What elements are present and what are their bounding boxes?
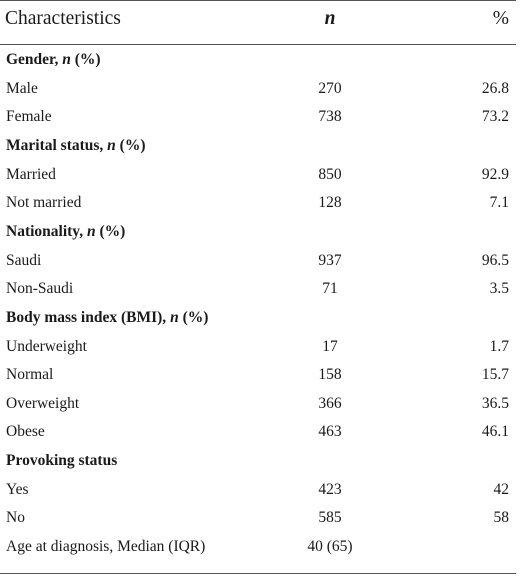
row-label: Married <box>6 165 56 183</box>
row-n-value: 585 <box>318 509 342 527</box>
table-row <box>0 366 516 395</box>
row-n-value: 850 <box>318 165 342 183</box>
section-title-main: Gender, <box>6 51 63 68</box>
row-label: Normal <box>6 366 54 384</box>
section-header-row <box>0 223 516 252</box>
row-label: Overweight <box>6 394 80 412</box>
table-row <box>0 108 516 137</box>
row-percent-value: 73.2 <box>481 108 509 126</box>
row-percent-value: 92.9 <box>481 165 509 183</box>
row-label: Underweight <box>6 337 87 355</box>
row-percent-value: 36.5 <box>481 394 509 412</box>
section-title-italic: n <box>62 51 71 68</box>
section-title-tail: (%) <box>178 308 209 326</box>
table-row <box>0 166 516 195</box>
header-percent: % <box>492 8 509 29</box>
row-label: Yes <box>6 480 29 498</box>
section-title-main: Nationality, <box>6 222 87 240</box>
table-header-rule <box>0 44 516 45</box>
row-label: Female <box>6 108 52 126</box>
row-label: Saudi <box>6 251 42 269</box>
row-percent-value: 42 <box>493 480 509 498</box>
row-percent-value: 1.7 <box>489 337 509 355</box>
row-n-value: 738 <box>318 108 342 126</box>
table-row <box>0 395 516 424</box>
row-n-value: 17 <box>322 337 338 355</box>
row-percent-value: 58 <box>493 509 509 527</box>
table-row <box>0 194 516 223</box>
section-title-italic: n <box>170 308 179 326</box>
row-n-value: 71 <box>322 280 338 298</box>
section-title-main: Body mass index (BMI), <box>6 308 171 326</box>
section-title <box>6 452 117 470</box>
section-title-main: Marital status, <box>6 136 108 154</box>
table-row <box>0 80 516 109</box>
section-title-tail: (%) <box>95 222 126 240</box>
table-row <box>0 423 516 452</box>
row-percent-value: 7.1 <box>489 194 509 212</box>
table-bottom-rule <box>0 573 516 574</box>
section-title <box>6 223 125 241</box>
row-label: Male <box>6 79 38 97</box>
section-title-main: Provoking status <box>6 452 118 470</box>
row-n-value: 366 <box>318 394 342 412</box>
row-label: No <box>6 509 25 527</box>
table-row <box>0 538 516 567</box>
section-title <box>6 309 208 327</box>
row-n-value: 937 <box>318 251 342 269</box>
row-percent-value: 96.5 <box>481 251 509 269</box>
row-label: Non-Saudi <box>6 280 74 298</box>
row-n-value: 463 <box>318 423 342 441</box>
row-percent-value: 46.1 <box>481 423 509 441</box>
section-title-italic: n <box>86 222 96 240</box>
header-characteristics: Characteristics <box>5 8 121 29</box>
row-percent-value: 3.5 <box>489 280 509 298</box>
table-row <box>0 338 516 367</box>
table-header-row <box>0 0 516 44</box>
row-n-value: 423 <box>318 480 342 498</box>
section-title <box>6 137 146 155</box>
row-n-value: 40 (65) <box>307 538 353 556</box>
row-n-value: 128 <box>318 194 342 212</box>
table-row <box>0 481 516 510</box>
section-header-row <box>0 137 516 166</box>
table-row <box>0 509 516 538</box>
row-n-value: 158 <box>318 366 342 384</box>
section-title-tail: (%) <box>115 136 146 154</box>
section-title-tail: (%) <box>70 51 101 68</box>
row-n-value: 270 <box>318 79 342 97</box>
row-label: Not married <box>6 194 82 212</box>
row-label: Obese <box>6 423 45 441</box>
row-percent-value: 15.7 <box>481 366 509 384</box>
section-title <box>6 51 101 69</box>
section-title-italic: n <box>107 136 116 154</box>
section-header-row <box>0 452 516 481</box>
header-n: n <box>324 8 336 29</box>
section-header-row <box>0 51 516 80</box>
row-percent-value: 26.8 <box>481 79 509 97</box>
row-label: Age at diagnosis, Median (IQR) <box>6 538 206 556</box>
section-header-row <box>0 309 516 338</box>
table-row <box>0 252 516 281</box>
table-row <box>0 280 516 309</box>
